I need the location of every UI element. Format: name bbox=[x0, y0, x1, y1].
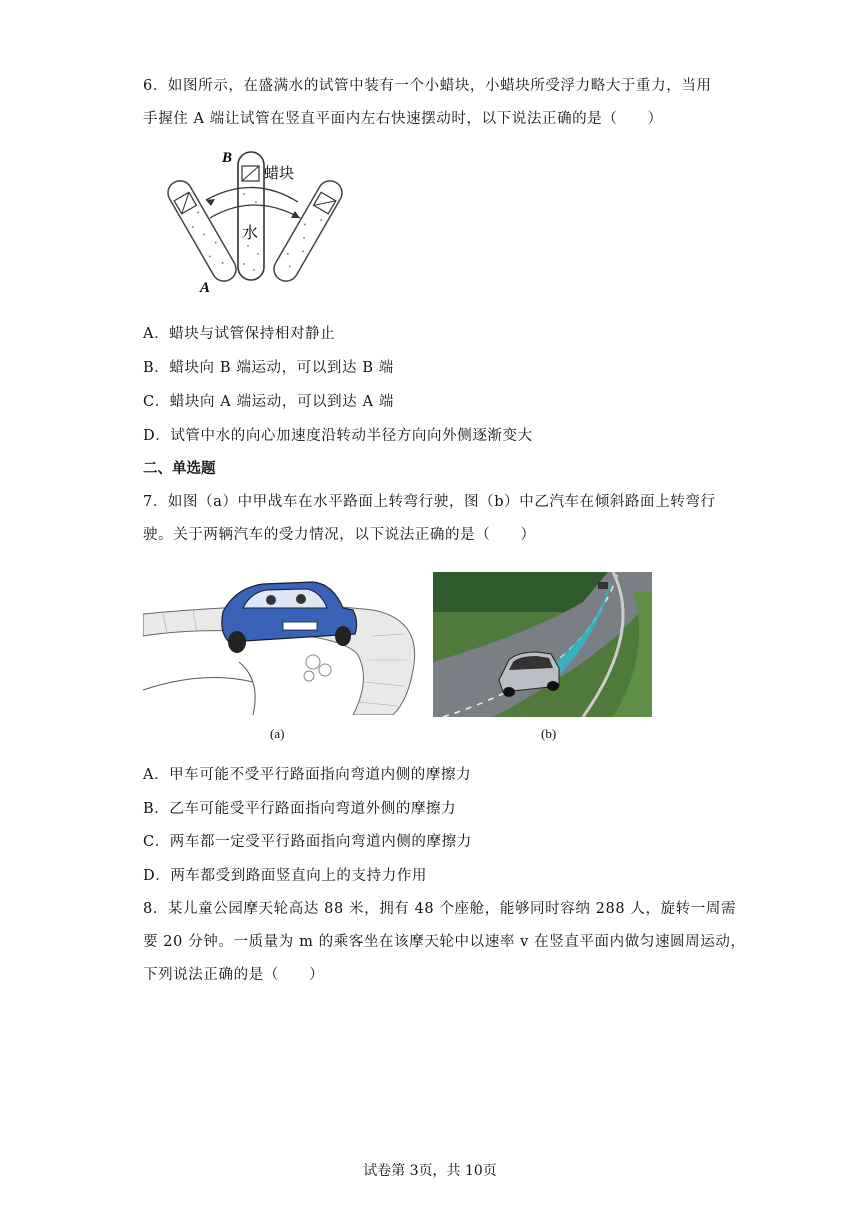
label-a: A bbox=[200, 280, 211, 296]
q6-stem-line2: 手握住 A 端让试管在竖直平面内左右快速摆动时，以下说法正确的是（ ） bbox=[143, 111, 663, 127]
q7-option-a: A．甲车可能不受平行路面指向弯道内侧的摩擦力 bbox=[143, 767, 472, 783]
left-tilted-tube bbox=[164, 176, 241, 285]
q6-option-c: C．蜡块向 A 端运动，可以到达 A 端 bbox=[143, 394, 394, 410]
label-wax: 蜡块 bbox=[264, 164, 295, 182]
q6-option-a: A．蜡块与试管保持相对静止 bbox=[143, 326, 336, 342]
q6-option-b: B．蜡块向 B 端运动，可以到达 B 端 bbox=[143, 360, 394, 376]
q7-stem-line1: 7．如图（a）中甲战车在水平路面上转弯行驶，图（b）中乙汽车在倾斜路面上转弯行 bbox=[143, 494, 716, 510]
q8-stem-line2: 要 20 分钟。一质量为 m 的乘客坐在该摩天轮中以速率 v 在竖直平面内做匀速圆周运动， bbox=[143, 934, 746, 950]
q7-figure-a-flat-road bbox=[143, 570, 423, 715]
q7-caption-b: (b) bbox=[541, 726, 557, 741]
q6-test-tube-figure bbox=[148, 146, 363, 298]
q7-option-b: B．乙车可能受平行路面指向弯道外侧的摩擦力 bbox=[143, 801, 457, 817]
q8-stem-line1: 8．某儿童公园摩天轮高达 88 米，拥有 48 个座舱，能够同时容纳 288 人，旋转一周需 bbox=[143, 901, 737, 917]
q6-option-d: D．试管中水的向心加速度沿转动半径方向向外侧逐渐变大 bbox=[143, 428, 533, 444]
section-heading: 二、单选题 bbox=[143, 461, 216, 477]
q7-option-d: D．两车都受到路面竖直向上的支持力作用 bbox=[143, 868, 428, 884]
q8-stem-line3: 下列说法正确的是（ ） bbox=[143, 967, 325, 983]
label-b: B bbox=[222, 150, 233, 166]
q6-stem-line1: 6．如图所示，在盛满水的试管中装有一个小蜡块，小蜡块所受浮力略大于重力，当用 bbox=[143, 78, 712, 94]
q7-caption-a: (a) bbox=[270, 726, 285, 741]
label-water: 水 bbox=[242, 223, 259, 242]
q7-option-c: C．两车都一定受平行路面指向弯道内侧的摩擦力 bbox=[143, 834, 472, 850]
q7-stem-line2: 驶。关于两辆汽车的受力情况，以下说法正确的是（ ） bbox=[143, 527, 536, 543]
page-footer: 试卷第 3页，共 10页 bbox=[363, 1163, 497, 1179]
q7-figure-b-banked-road bbox=[433, 572, 652, 717]
